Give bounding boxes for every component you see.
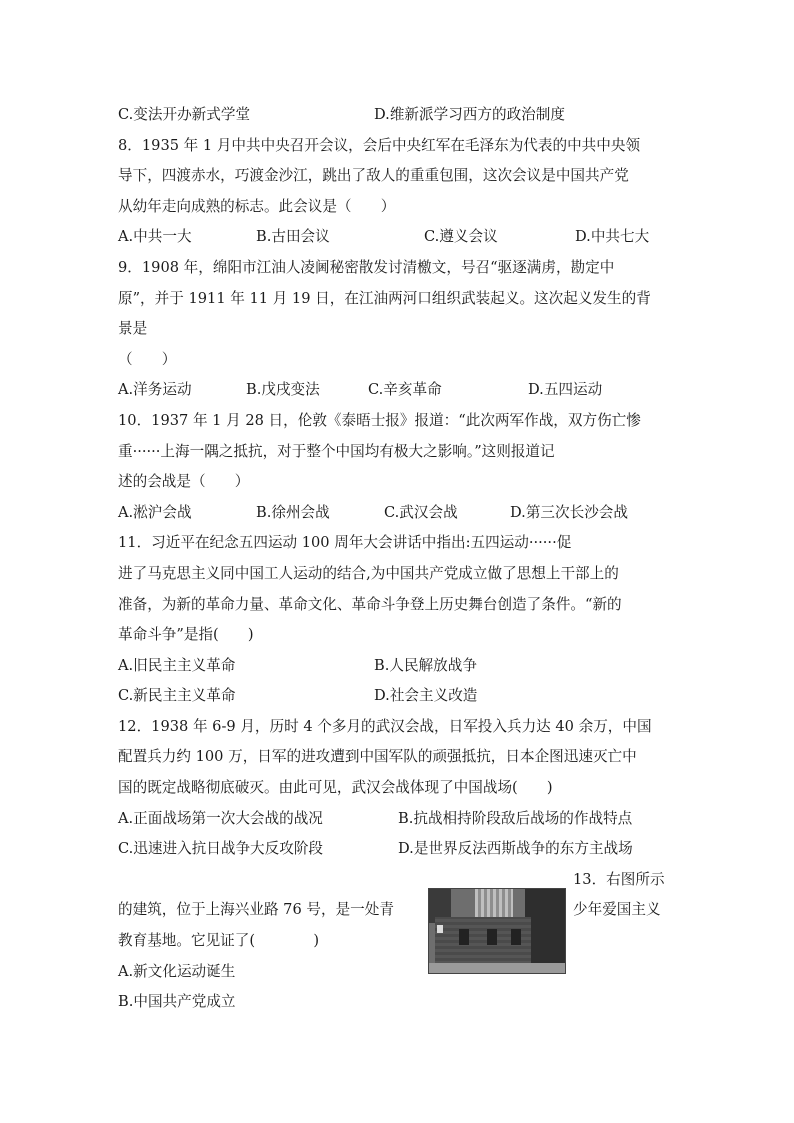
q10-option-c: C.武汉会战 [384, 503, 458, 521]
q11-option-a: A.旧民主主义革命 [118, 656, 236, 674]
q7-options [118, 100, 680, 131]
q11-text-line: 11．习近平在纪念五四运动 100 周年大会讲话中指出:五四运动······促 [118, 534, 572, 552]
photo-door [459, 929, 469, 945]
photo-door [487, 929, 497, 945]
q9-option-b: B.戊戌变法 [246, 381, 320, 399]
photo-tree-right [525, 889, 565, 973]
q8-options [118, 222, 680, 253]
q7-option-d: D.维新派学习西方的政治制度 [374, 106, 565, 123]
q8-option-b: B.古田会议 [256, 228, 330, 246]
q8-option-d: D.中共七大 [575, 228, 650, 246]
q12-option-a: A.正面战场第一次大会战的战况 [118, 809, 323, 827]
q10-option-d: D.第三次长沙会战 [510, 503, 628, 521]
q11-options-cd [118, 681, 680, 712]
q9-option-d: D.五四运动 [528, 381, 603, 399]
q12-option-b: B.抗战相持阶段敌后战场的作战特点 [398, 809, 633, 827]
photo-sign [437, 925, 443, 933]
q7-option-c: C.变法开办新式学堂 [118, 106, 251, 123]
q11-text-line: 准备，为新的革命力量、革命文化、革命斗争登上历史舞台创造了条件。“新的 [118, 595, 622, 613]
q13-number: 13．右图所示 [573, 870, 665, 888]
photo-tower [475, 889, 513, 919]
q11-option-c: C.新民主主义革命 [118, 687, 236, 705]
q12-option-d: D.是世界反法西斯战争的东方主战场 [398, 840, 633, 858]
q8-option-a: A.中共一大 [118, 228, 192, 246]
q12-options-cd [118, 834, 680, 865]
q11-option-b: B.人民解放战争 [374, 656, 477, 674]
q8-text-line: 导下，四渡赤水，巧渡金沙江，跳出了敌人的重重包围，这次会议是中国共产党 [118, 167, 629, 185]
q13-text-line [118, 865, 680, 896]
building-photo [428, 888, 566, 974]
q12-text-line: 国的既定战略彻底破灭。由此可见，武汉会战体现了中国战场( ) [118, 779, 553, 797]
q9-option-c: C.辛亥革命 [368, 381, 442, 399]
q12-options-ab [118, 804, 680, 835]
q12-text-line: 配置兵力约 100 万，日军的进攻遭到中国军队的顽强抵抗，日本企图迅速灭亡中 [118, 748, 637, 766]
q10-text-line: 10．1937 年 1 月 28 日，伦敦《泰晤士报》报道：“此次两军作战，双方伤亡惨 [118, 411, 641, 429]
q13-option-a: A.新文化运动诞生 [118, 962, 236, 980]
q11-text-line: 进了马克思主义同中国工人运动的结合,为中国共产党成立做了思想上干部上的 [118, 564, 619, 582]
photo-door [511, 929, 521, 945]
q13-text-line [118, 895, 680, 926]
q9-answer-bracket: （ ） [118, 350, 177, 368]
exam-page [118, 100, 680, 1018]
q9-option-a: A.洋务运动 [118, 381, 192, 399]
q10-text-line: 重······上海一隅之抵抗，对于整个中国均有极大之影响。”这则报道记 [118, 442, 555, 460]
q10-text-line: 述的会战是（ ） [118, 473, 250, 491]
q13-text-line: 教育基地。它见证了( ) [118, 932, 320, 950]
q8-option-c: C.遵义会议 [424, 228, 498, 246]
q9-text-line: 原”，并于 1911 年 11 月 19 日，在江油两河口组织武装起义。这次起义发生的背 [118, 289, 651, 307]
photo-ground [429, 963, 565, 973]
q10-option-a: A.淞沪会战 [118, 503, 192, 521]
q11-options-ab [118, 651, 680, 682]
q13-option-b: B.中国共产党成立 [118, 993, 236, 1011]
q10-options [118, 498, 680, 529]
q11-text-line: 革命斗争”是指( ) [118, 626, 254, 644]
q12-option-c: C.迅速进入抗日战争大反攻阶段 [118, 840, 324, 858]
q9-text-line: 景是 [118, 320, 148, 338]
q13-text-left: 的建筑，位于上海兴业路 76 号，是一处青 [118, 901, 394, 919]
q13-text-right: 少年爱国主义 [573, 901, 661, 919]
q8-text-line: 8．1935 年 1 月中共中央召开会议，会后中央红军在毛泽东为代表的中共中央领 [118, 136, 641, 154]
q12-text-line: 12．1938 年 6-9 月，历时 4 个多月的武汉会战，日军投入兵力达 40 余万，中国 [118, 717, 652, 735]
q10-option-b: B.徐州会战 [256, 503, 330, 521]
q9-options [118, 375, 680, 406]
q8-text-line: 从幼年走向成熟的标志。此会议是（ ） [118, 197, 396, 215]
q11-option-d: D.社会主义改造 [374, 687, 478, 705]
q9-text-line: 9．1908 年，绵阳市江油人凌阃秘密散发讨清檄文，号召“驱逐满虏，勘定中 [118, 258, 615, 276]
